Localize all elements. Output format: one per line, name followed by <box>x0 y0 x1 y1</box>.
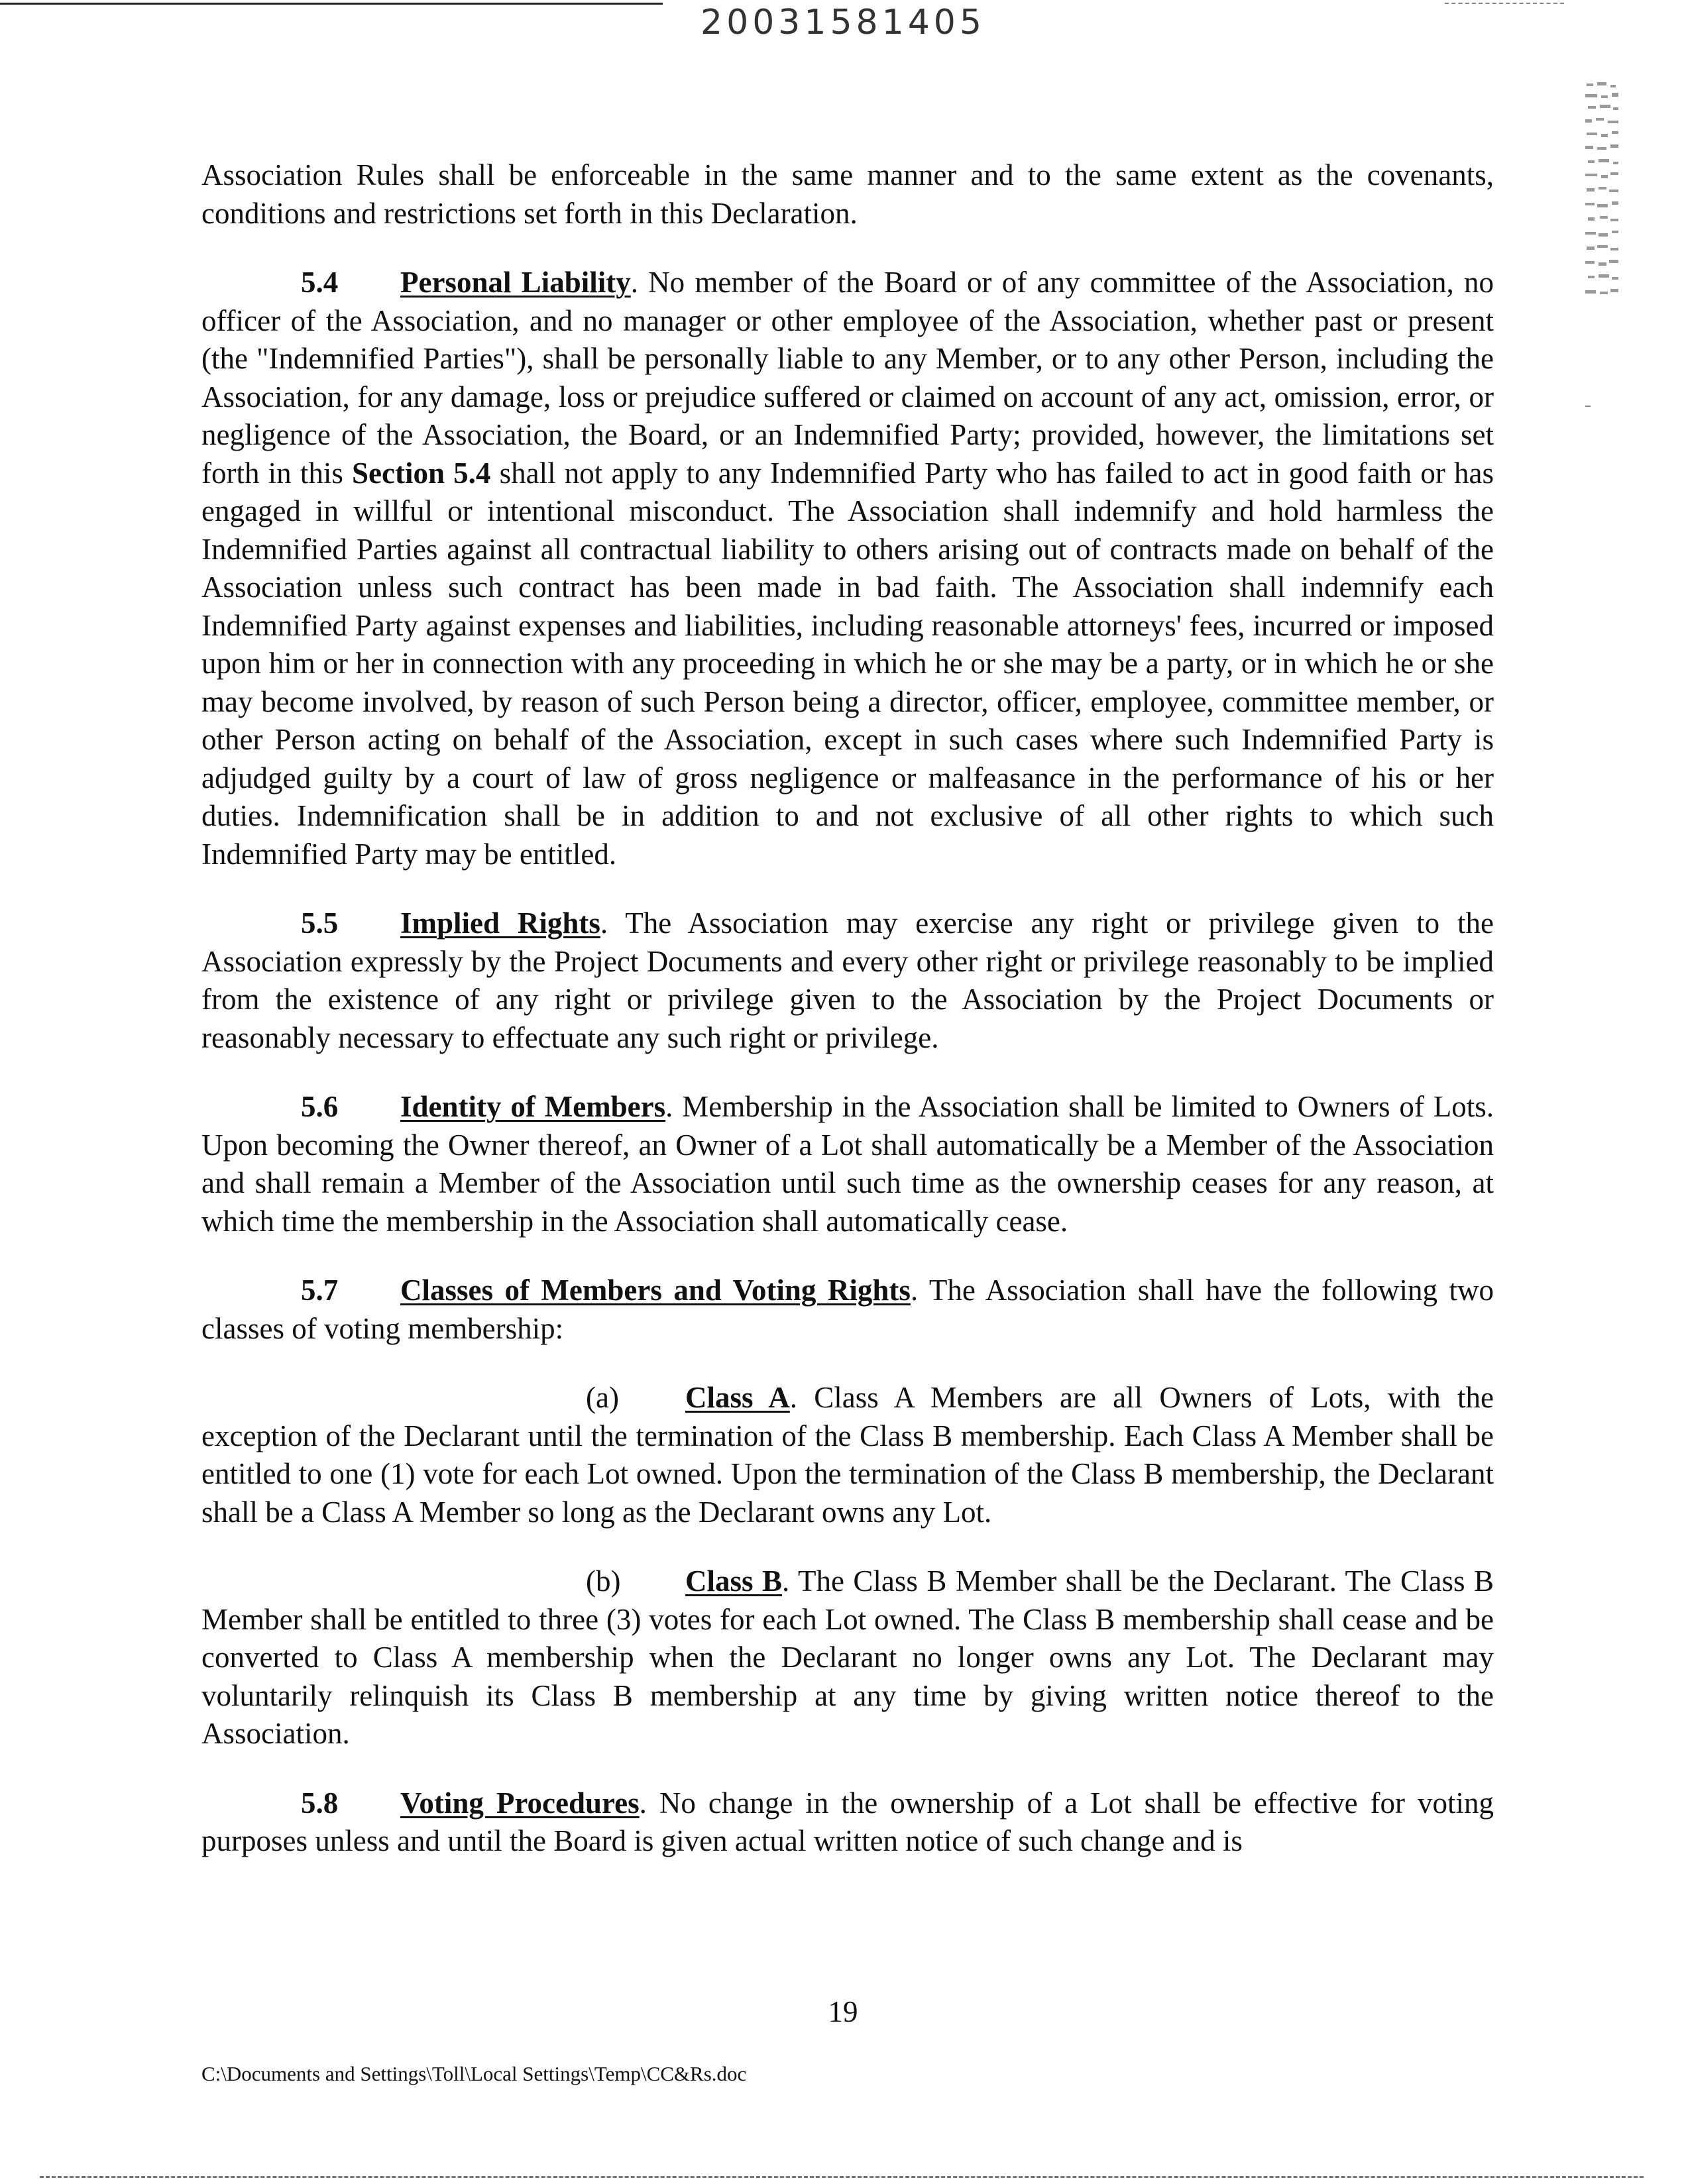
heading-punct: . <box>639 1786 647 1820</box>
section-number: 5.4 <box>301 266 339 299</box>
heading-punct: . <box>782 1564 790 1598</box>
subsection-label: (a) <box>586 1381 619 1414</box>
section-5-8 <box>201 1784 1494 1861</box>
section-5-7 <box>201 1272 1494 1348</box>
heading-punct: . <box>910 1274 919 1307</box>
document-number: 20031581405 <box>701 3 985 42</box>
subsection-heading: Class A <box>685 1381 790 1414</box>
subsection-class-b <box>201 1562 1494 1753</box>
section-5-5 <box>201 904 1494 1057</box>
document-body <box>201 156 1494 1892</box>
section-text: The Association shall have the following two classes of voting membership: <box>201 1274 1494 1345</box>
intro-paragraph <box>201 156 1494 233</box>
section-heading: Personal Liability <box>400 266 631 299</box>
heading-punct: . <box>600 906 608 940</box>
page-number: 19 <box>828 1995 858 2028</box>
subsection-text: The Class B Member shall be the Declarant. The Class B Member shall be entitled to three (3) votes for each Lot owned. The Class B membership shall cease and be converted to Class A membership when the Declarant no longer owns any Lot. The Declarant may voluntarily relinquish its Class B membership at any time by giving written notice thereof to the Association. <box>201 1564 1494 1750</box>
heading-punct: . <box>789 1381 798 1414</box>
section-number: 5.8 <box>301 1786 339 1820</box>
recording-stamp <box>1583 80 1622 305</box>
section-heading: Implied Rights <box>400 906 600 940</box>
subsection-label: (b) <box>586 1564 621 1598</box>
subsection-class-a <box>201 1379 1494 1531</box>
section-number: 5.5 <box>301 906 339 940</box>
section-text: Membership in the Association shall be limited to Owners of Lots. Upon becoming the Owner thereof, an Owner of a Lot shall automatically be a Member of the Association and shall remain a Member of the Association until such time as the ownership ceases for any reason, at which time the membership in the Association shall automatically cease. <box>201 1090 1494 1238</box>
section-number: 5.7 <box>301 1274 339 1307</box>
section-text: The Association may exercise any right or privilege given to the Association expressly by the Project Documents and every other right or privilege reasonably to be implied from the existence of any right or privilege given to the Association by the Project Documents or reasonably necessary to effectuate any such right or privilege. <box>201 906 1494 1054</box>
section-text: No member of the Board or of any committee of the Association, no officer of the Association, and no manager or other employee of the Association, whether past or present (the "Indemnified Parties"), shall be personally liable to any Member, or to any other Person, including the Association, for any damage, loss or prejudice suffered or claimed on account of any act, omission, error, or negligence of the Association, the Board, or an Indemnified Party; provided, however, the limitations set forth in this <box>201 266 1494 490</box>
section-number: 5.6 <box>301 1090 339 1123</box>
section-reference: Section 5.4 <box>352 456 491 490</box>
section-heading: Voting Procedures <box>400 1786 640 1820</box>
subsection-text: Class A Members are all Owners of Lots, with the exception of the Declarant until the termination of the Class B membership. Each Class A Member shall be entitled to one (1) vote for each Lot owned. Upon the termination of the Class B membership, the Declarant shall be a Class A Member so long as the Declarant owns any Lot. <box>201 1381 1494 1529</box>
section-5-4 <box>201 264 1494 873</box>
intro-text: Association Rules shall be enforceable in the same manner and to the same extent as the covenants, conditions and restrictions set forth in this Declaration. <box>201 158 1494 230</box>
section-5-6 <box>201 1088 1494 1240</box>
section-text: No change in the ownership of a Lot shall be effective for voting purposes unless and until the Board is given actual written notice of such change and is <box>201 1786 1494 1857</box>
heading-punct: . <box>630 266 638 299</box>
bottom-rule <box>40 2176 1644 2178</box>
heading-punct: . <box>665 1090 673 1123</box>
margin-tick <box>1585 406 1591 407</box>
section-heading: Classes of Members and Voting Rights <box>400 1274 911 1307</box>
section-text: shall not apply to any Indemnified Party who has failed to act in good faith or has engaged in willful or intentional misconduct. The Association shall indemnify and hold harmless the Indemnified Parties against all contractual liability to others arising out of contracts made on behalf of the Association unless such contract has been made in bad faith. The Association shall indemnify each Indemnified Party against expenses and liabilities, including reasonable attorneys' fees, incurred or imposed upon him or her in connection with any proceeding in which he or she may be a party, or in which he or she may become involved, by reason of such Person being a director, officer, employee, committee member, or other Person acting on behalf of the Association, except in such cases where such Indemnified Party is adjudged guilty by a court of law of gross negligence or malfeasance in the performance of his or her duties. Indemnification shall be in addition to and not exclusive of all other rights to which such Indemnified Party may be entitled. <box>201 456 1494 871</box>
subsection-heading: Class B <box>685 1564 783 1598</box>
section-heading: Identity of Members <box>400 1090 666 1123</box>
file-path-footer: C:\Documents and Settings\Toll\Local Settings\Temp\CC&Rs.doc <box>201 2062 747 2085</box>
